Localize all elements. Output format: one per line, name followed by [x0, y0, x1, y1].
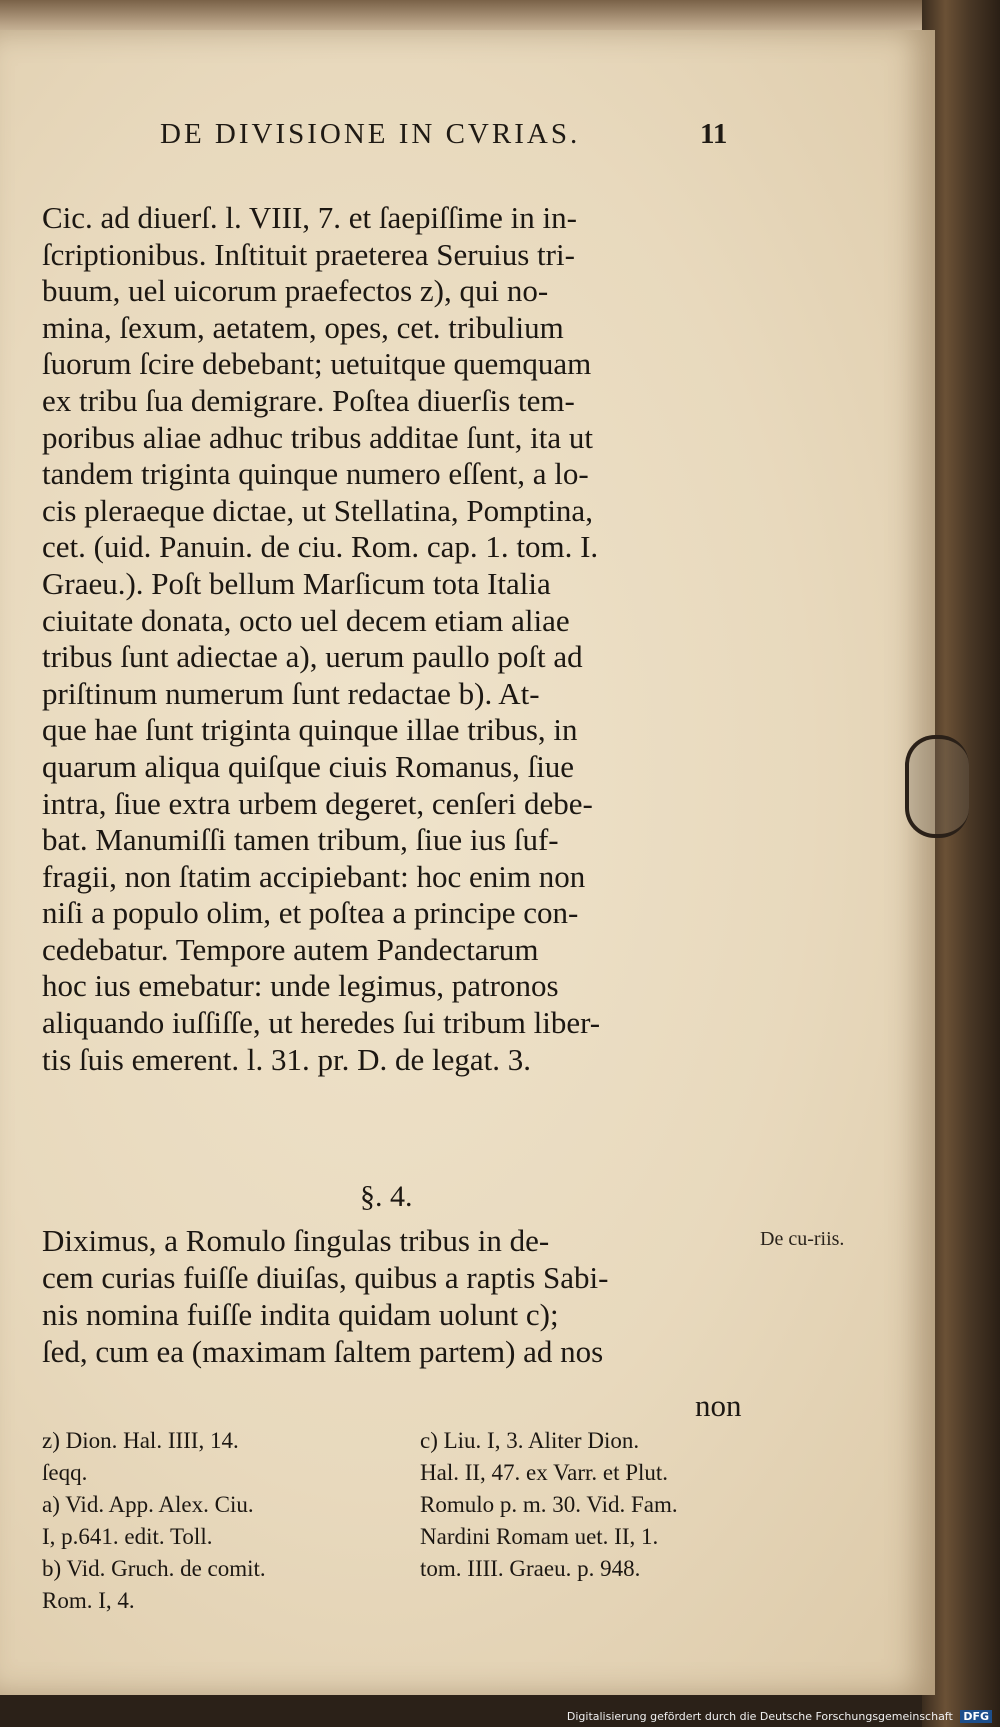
text-line: fragii, non ſtatim accipiebant: hoc enim non [42, 858, 586, 894]
footnotes-left [42, 1425, 412, 1617]
text-line: ſcriptionibus. Inſtituit praeterea Seruius tri- [42, 236, 575, 272]
text-line: Graeu.). Poſt bellum Marſicum tota Italia [42, 565, 551, 601]
dfg-logo: DFG [960, 1710, 992, 1723]
text-line: c) Liu. I, 3. Aliter Dion. [420, 1428, 640, 1453]
text-line: De cu- [760, 1228, 814, 1250]
running-title: DE DIVISIONE IN CVRIAS. [160, 118, 581, 150]
text-line: tis ſuis emerent. l. 31. pr. D. de legat. 3. [42, 1041, 532, 1077]
footnotes-right [420, 1425, 770, 1585]
text-line: ex tribu ſua demigrare. Poſtea diuerſis tem- [42, 382, 575, 418]
catchword: non [695, 1388, 742, 1423]
text-line: I, p.641. edit. Toll. [42, 1524, 213, 1549]
text-line: priſtinum numerum ſunt redactae b). At- [42, 675, 540, 711]
text-line: tribus ſunt adiectae a), uerum paullo poſt ad [42, 639, 583, 675]
book-page [0, 30, 935, 1695]
text-line: mina, ſexum, aetatem, opes, cet. tribulium [42, 309, 564, 345]
text-line: ciuitate donata, octo uel decem etiam aliae [42, 602, 570, 638]
digitization-footer [567, 1710, 992, 1723]
text-line: Romulo p. m. 30. Vid. Fam. [420, 1492, 678, 1517]
text-line: niſi a populo olim, et poſtea a principe con- [42, 895, 579, 931]
main-text-continued [42, 1222, 747, 1370]
text-line: z) Dion. Hal. IIII, 14. [42, 1428, 239, 1453]
text-line: cedebatur. Tempore autem Pandectarum [42, 931, 539, 967]
text-line: poribus aliae adhuc tribus additae ſunt, ita ut [42, 419, 593, 455]
text-line: a) Vid. App. Alex. Ciu. [42, 1492, 254, 1517]
text-line: ſed, cum ea (maximam ſaltem partem) ad nos [42, 1334, 604, 1369]
text-line: b) Vid. Gruch. de comit. [42, 1556, 266, 1581]
text-line: Diximus, a Romulo ſingulas tribus in de- [42, 1223, 550, 1258]
text-line: quarum aliqua quiſque ciuis Romanus, ſiue [42, 748, 575, 784]
text-line: Cic. ad diuerſ. l. VIII, 7. et ſaepiſſime in in- [42, 200, 577, 235]
text-line: tandem triginta quinque numero eſſent, a lo- [42, 456, 589, 492]
section-mark: §. 4. [360, 1180, 413, 1213]
margin-note [760, 1226, 870, 1252]
text-line: hoc ius emebatur: unde legimus, patronos [42, 968, 559, 1004]
text-line: nis nomina fuiſſe indita quidam uolunt c); [42, 1297, 559, 1332]
text-line: buum, uel uicorum praefectos z), qui no- [42, 273, 549, 309]
text-line: intra, ſiue extra urbem degeret, cenſeri debe- [42, 785, 593, 821]
page-number: 11 [700, 118, 728, 150]
text-line: que hae ſunt triginta quinque illae tribus, in [42, 712, 578, 748]
text-line: tom. IIII. Graeu. p. 948. [420, 1556, 641, 1581]
text-line: cem curias fuiſſe diuiſas, quibus a raptis Sabi- [42, 1260, 609, 1295]
text-line: Nardini Romam uet. II, 1. [420, 1524, 659, 1549]
running-header [0, 118, 930, 158]
main-text [42, 200, 747, 1078]
text-line: riis. [813, 1228, 845, 1250]
text-line: cet. (uid. Panuin. de ciu. Rom. cap. 1. tom. I. [42, 529, 599, 565]
footer-text: Digitalisierung gefördert durch die Deutsche Forschungsgemeinschaft [566, 1710, 953, 1723]
text-line: Rom. I, 4. [42, 1588, 135, 1613]
page-clip [905, 735, 969, 838]
text-line: aliquando iuſſiſſe, ut heredes ſui tribum liber- [42, 1005, 601, 1041]
text-line: Hal. II, 47. ex Varr. et Plut. [420, 1460, 669, 1485]
text-line: bat. Manumiſſi tamen tribum, ſiue ius ſuf- [42, 822, 559, 858]
text-line: ſeqq. [42, 1460, 88, 1485]
text-line: ſuorum ſcire debebant; uetuitque quemquam [42, 346, 592, 382]
text-line: cis pleraeque dictae, ut Stellatina, Pomptina, [42, 492, 593, 528]
